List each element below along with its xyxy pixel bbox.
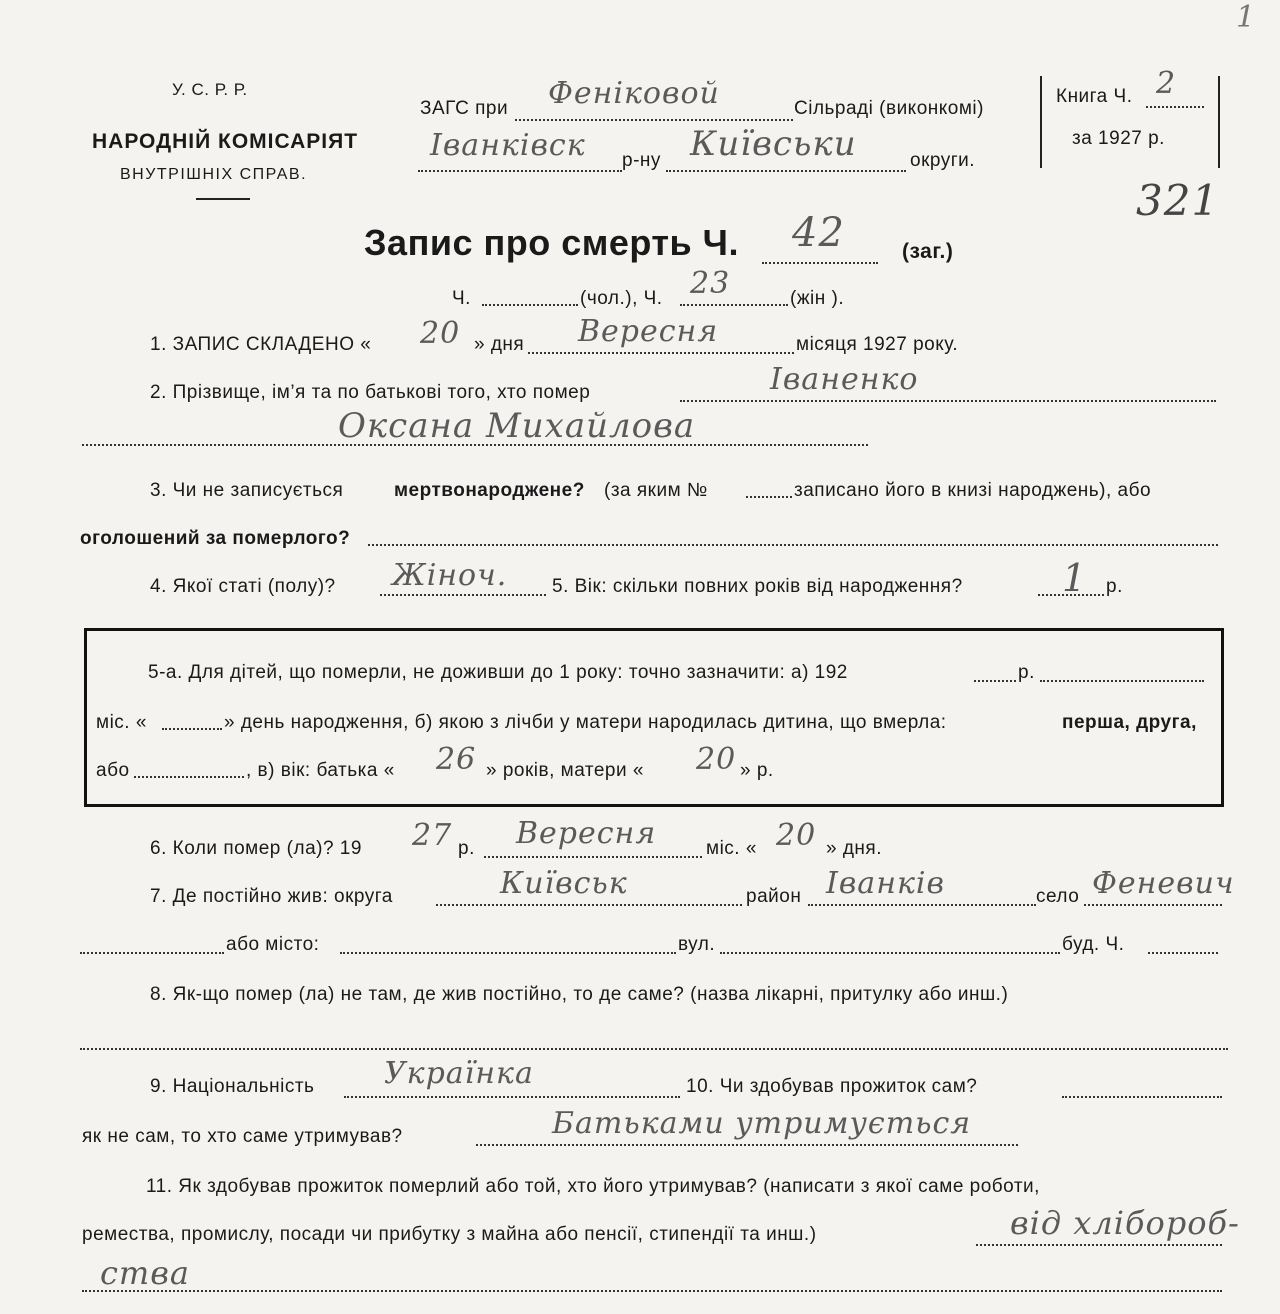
q2-surname-handwritten: Іваненко: [770, 362, 919, 397]
q6-year-handwritten: 27: [412, 818, 453, 853]
q5a-mother-unit: » р.: [740, 760, 774, 781]
q7-city-label: або місто:: [226, 934, 320, 955]
q4-label: 4. Якої статі (полу)?: [150, 576, 336, 597]
q11-line1: 11. Як здобував прожиток померлий або той, хто його утримував? (написати з якої саме роботи,: [146, 1176, 1040, 1197]
q7-building-label: буд. Ч.: [1062, 934, 1125, 955]
q1-label: 1. ЗАПИС СКЛАДЕНО «: [150, 334, 372, 355]
commissariat-title: НАРОДНІЙ КОМІСАРІЯТ: [92, 130, 359, 153]
record-female-label: (жін ).: [790, 288, 845, 309]
q5a-month-label: міс. «: [96, 712, 147, 733]
q2-name-handwritten: Оксана Михайлова: [338, 406, 696, 446]
q10-keeper-label: як не сам, то хто саме утримував?: [82, 1126, 403, 1147]
side-number-handwritten: 321: [1136, 176, 1220, 225]
q6-month-handwritten: Вересня: [516, 816, 657, 851]
zags-okrug-label: округи.: [910, 150, 976, 171]
q1-end: місяця 1927 року.: [796, 334, 959, 355]
q5-label: 5. Вік: скільки повних років від народження?: [552, 576, 963, 597]
book-label: Книга Ч.: [1056, 86, 1133, 107]
q9-nationality-handwritten: Українка: [384, 1056, 534, 1091]
q6-label: 6. Коли помер (ла)? 19: [150, 838, 362, 859]
q5a-mother-label: » років, матери «: [486, 760, 644, 781]
q3-stillborn: мертвонароджене?: [394, 480, 585, 501]
book-number-handwritten: 2: [1156, 66, 1177, 101]
header-divider: [196, 198, 250, 200]
corner-mark: 1: [1236, 0, 1257, 35]
q7-label: 7. Де постійно жив: округа: [150, 886, 393, 907]
q5a-mother-age-handwritten: 20: [696, 742, 737, 777]
q9-label: 9. Національність: [150, 1076, 315, 1097]
zags-okrug-handwritten: Київськи: [690, 124, 857, 164]
record-suffix: (заг.): [902, 240, 954, 263]
q5a-birth-order: » день народження, б) якою з лічби у матери народилась дитина, що вмерла:: [224, 712, 947, 733]
q7-raion-label: район: [746, 886, 802, 907]
q6-mis: міс. «: [706, 838, 757, 859]
q5a-or: або: [96, 760, 130, 781]
q5a-father-label: , в) вік: батька «: [246, 760, 395, 781]
q10-label: 10. Чи здобував прожиток сам?: [686, 1076, 978, 1097]
q6-r: р.: [458, 838, 475, 859]
q1-mid: » дня: [474, 334, 525, 355]
zags-raion-handwritten: Іванківск: [430, 128, 586, 163]
record-male-label: (чол.), Ч.: [580, 288, 663, 309]
q11-line2: ремества, промислу, посади чи прибутку з майна або пенсії, стипендії та инш.): [82, 1224, 817, 1245]
q7-okrug-handwritten: Київськ: [500, 866, 628, 901]
zags-village-handwritten: Феніковой: [548, 76, 720, 111]
zags-suffix: Сільраді (виконкомі): [794, 98, 984, 119]
q7-selo-handwritten: Феневич: [1092, 866, 1235, 901]
q5-age-handwritten: 1: [1062, 556, 1088, 600]
q3-declared-dead: оголошений за померлого?: [80, 528, 351, 549]
book-year: за 1927 р.: [1072, 128, 1165, 149]
q6-day: » дня.: [826, 838, 882, 859]
ussr-label: У. С. Р. Р.: [172, 80, 248, 99]
q7-raion-handwritten: Іванків: [826, 866, 945, 901]
q5-unit: р.: [1106, 576, 1123, 597]
q5a-line1: 5-а. Для дітей, що померли, не доживши до 1 року: точно зазначити: а) 192: [148, 662, 848, 683]
q1-month-handwritten: Вересня: [578, 314, 719, 349]
q5a-father-age-handwritten: 26: [436, 742, 477, 777]
q11-answer-handwritten: від хлібороб-: [1010, 1204, 1240, 1242]
q6-day-handwritten: 20: [776, 818, 817, 853]
q5a-first-second: перша, друга,: [1062, 712, 1197, 733]
q5a-line1-r: р.: [1018, 662, 1035, 683]
record-title: Запис про смерть Ч.: [364, 222, 739, 263]
q8-label: 8. Як-що помер (ла) не там, де жив постійно, то де саме? (назва лікарні, притулку або инш.): [150, 984, 1009, 1005]
zags-prefix: ЗАГС при: [420, 98, 509, 119]
q2-label: 2. Прізвище, ім’я та по батькові того, хто помер: [150, 382, 591, 403]
record-ch-label: Ч.: [452, 288, 471, 309]
q3-recorded: записано його в книзі народжень), або: [794, 480, 1152, 501]
q4-sex-handwritten: Жіноч.: [392, 558, 508, 593]
internal-affairs-label: ВНУТРІШНІХ СПРАВ.: [120, 166, 308, 183]
q7-selo-label: село: [1036, 886, 1080, 907]
q11-answer-continued-handwritten: ства: [100, 1254, 190, 1292]
q1-day-handwritten: 20: [420, 316, 461, 351]
q7-street-label: вул.: [678, 934, 716, 955]
zags-raion-label: р-ну: [622, 150, 661, 171]
q10-keeper-handwritten: Батьками утримується: [552, 1106, 972, 1141]
q3-label: 3. Чи не записується: [150, 480, 344, 501]
q3-by-number: (за яким №: [604, 480, 708, 501]
record-number-handwritten: 42: [792, 210, 845, 256]
record-female-handwritten: 23: [690, 266, 731, 301]
